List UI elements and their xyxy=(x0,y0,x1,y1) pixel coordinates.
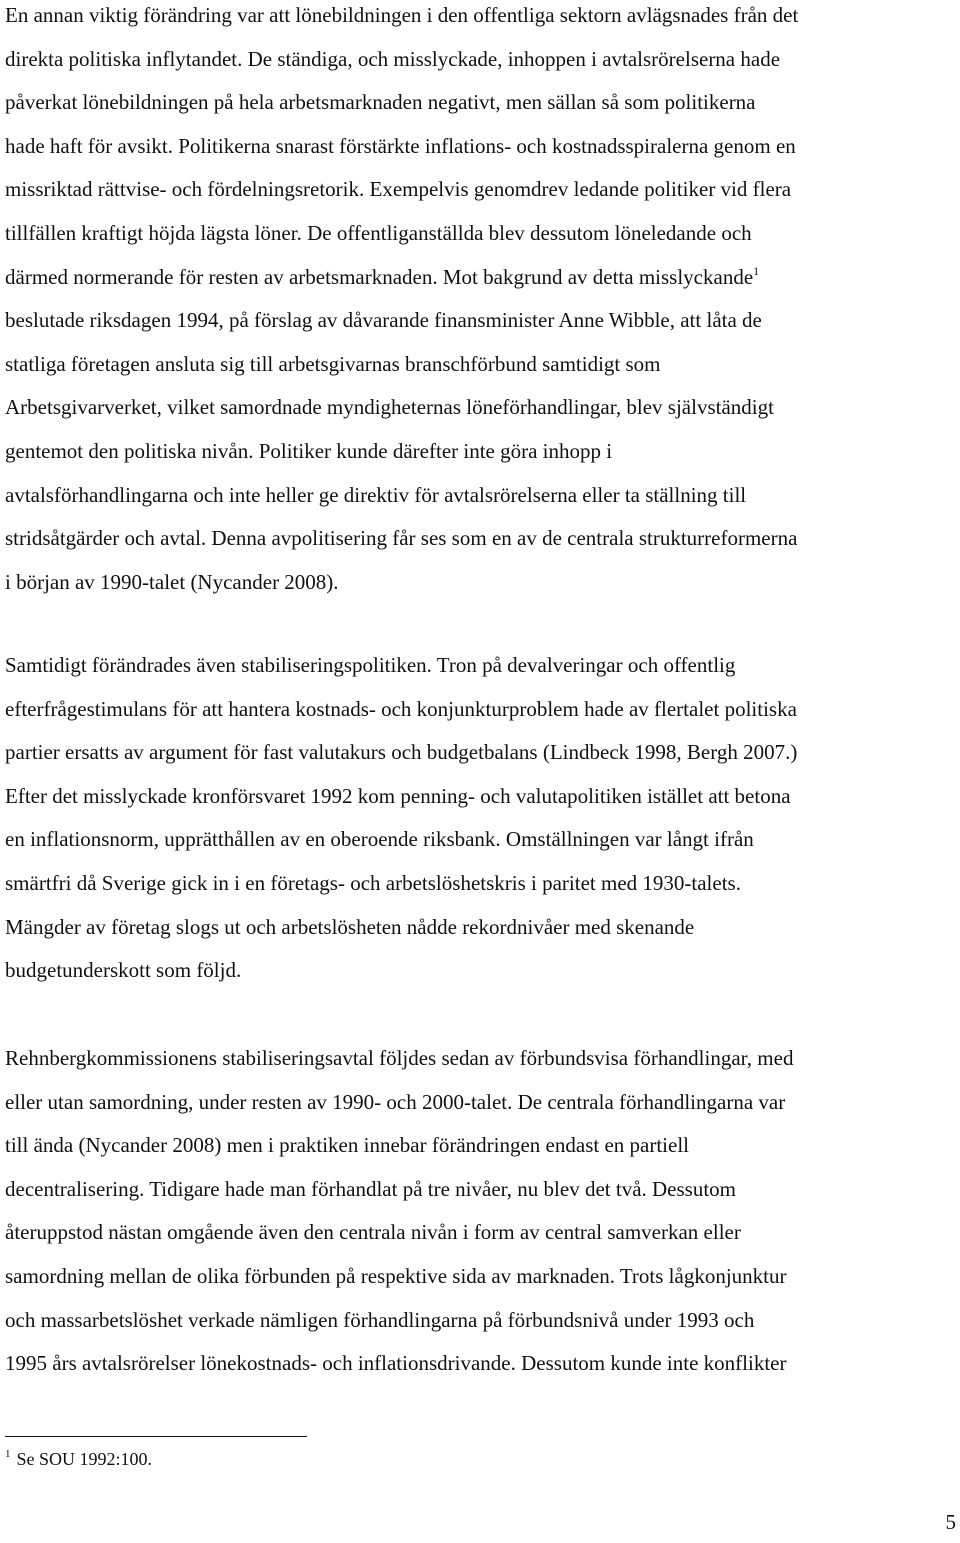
text-line: missriktad rättvise- och fördelningsretorik. Exempelvis genomdrev ledande politiker vid flera xyxy=(5,177,792,202)
text-line: Efter det misslyckade kronförsvaret 1992 kom penning- och valutapolitiken istället att betona xyxy=(5,783,791,808)
footnote-text: Se SOU 1992:100. xyxy=(16,1449,153,1469)
paragraph-2 xyxy=(5,644,955,993)
text-line: Mängder av företag slogs ut och arbetslösheten nådde rekordnivåer med skenande xyxy=(5,914,695,939)
text-line: budgetunderskott som följd. xyxy=(5,958,242,983)
text-line: smärtfri då Sverige gick in i en företags- och arbetslöshetskris i paritet med 1930-talets. xyxy=(5,870,741,895)
text-line: och massarbetslöshet verkade nämligen förhandlingarna på förbundsnivå under 1993 och xyxy=(5,1307,755,1332)
text-line: statliga företagen ansluta sig till arbetsgivarnas branschförbund samtidigt som xyxy=(5,351,661,376)
text-line: stridsåtgärder och avtal. Denna avpolitisering får ses som en av de centrala strukturreformerna xyxy=(5,526,798,551)
footnote-marker: 1 xyxy=(5,1448,11,1460)
text-line: decentralisering. Tidigare hade man förhandlat på tre nivåer, nu blev det två. Dessutom xyxy=(5,1176,737,1201)
text-line: i början av 1990-talet (Nycander 2008). xyxy=(5,569,339,594)
text-line: Samtidigt förändrades även stabiliseringspolitiken. Tron på devalveringar och offentlig xyxy=(5,653,736,677)
page-number: 5 xyxy=(945,1510,956,1534)
paragraph-3 xyxy=(5,1037,955,1386)
footnote-reference[interactable]: 1 xyxy=(753,263,760,278)
text-line: Rehnbergkommissionens stabiliseringsavtal följdes sedan av förbundsvisa förhandlingar, med xyxy=(5,1046,794,1070)
text-line: påverkat lönebildningen på hela arbetsmarknaden negativt, men sällan så som politikerna xyxy=(5,90,756,115)
text-line: efterfrågestimulans för att hantera kostnads- och konjunkturproblem hade av flertalet politiska xyxy=(5,696,797,721)
paragraph-1 xyxy=(5,0,955,604)
text-line: partier ersatts av argument för fast valutakurs och budgetbalans (Lindbeck 1998, Bergh 2007.) xyxy=(5,740,798,765)
text-line: hade haft för avsikt. Politikerna snarast förstärkte inflations- och kostnadsspiralerna genom en xyxy=(5,133,796,158)
text-line: gentemot den politiska nivån. Politiker kunde därefter inte göra inhopp i xyxy=(5,438,613,463)
footnote-divider xyxy=(5,1436,307,1437)
text-line: beslutade riksdagen 1994, på förslag av dåvarande finansminister Anne Wibble, att låta de xyxy=(5,308,762,333)
text-line: Arbetsgivarverket, vilket samordnade myndigheternas löneförhandlingar, blev självständigt xyxy=(5,395,774,420)
text-line: 1995 års avtalsrörelser lönekostnads- och inflationsdrivande. Dessutom kunde inte konflikter xyxy=(5,1351,787,1376)
text-line xyxy=(5,256,955,300)
text-line: avtalsförhandlingarna och inte heller ge direktiv för avtalsrörelserna eller ta ställning till xyxy=(5,482,747,507)
text-line: En annan viktig förändring var att lönebildningen i den offentliga sektorn avlägsnades från det xyxy=(5,3,799,27)
text-line: eller utan samordning, under resten av 1990- och 2000-talet. De centrala förhandlingarna var xyxy=(5,1089,786,1114)
footnote xyxy=(5,1447,152,1471)
text-line: tillfällen kraftigt höjda lägsta löner. De offentliganställda blev dessutom löneledande och xyxy=(5,220,752,245)
text-line: till ända (Nycander 2008) men i praktiken innebar förändringen endast en partiell xyxy=(5,1133,689,1158)
text-line: återuppstod nästan omgående även den centrala nivån i form av central samverkan eller xyxy=(5,1220,741,1245)
text-line: direkta politiska inflytandet. De ständiga, och misslyckade, inhoppen i avtalsrörelserna hade xyxy=(5,46,781,71)
text-line: en inflationsnorm, upprätthållen av en oberoende riksbank. Omställningen var långt ifrån xyxy=(5,827,754,852)
text-line-content: därmed normerande för resten av arbetsmarknaden. Mot bakgrund av detta misslyckande xyxy=(5,264,754,289)
text-line: samordning mellan de olika förbunden på respektive sida av marknaden. Trots lågkonjunktur xyxy=(5,1263,787,1288)
